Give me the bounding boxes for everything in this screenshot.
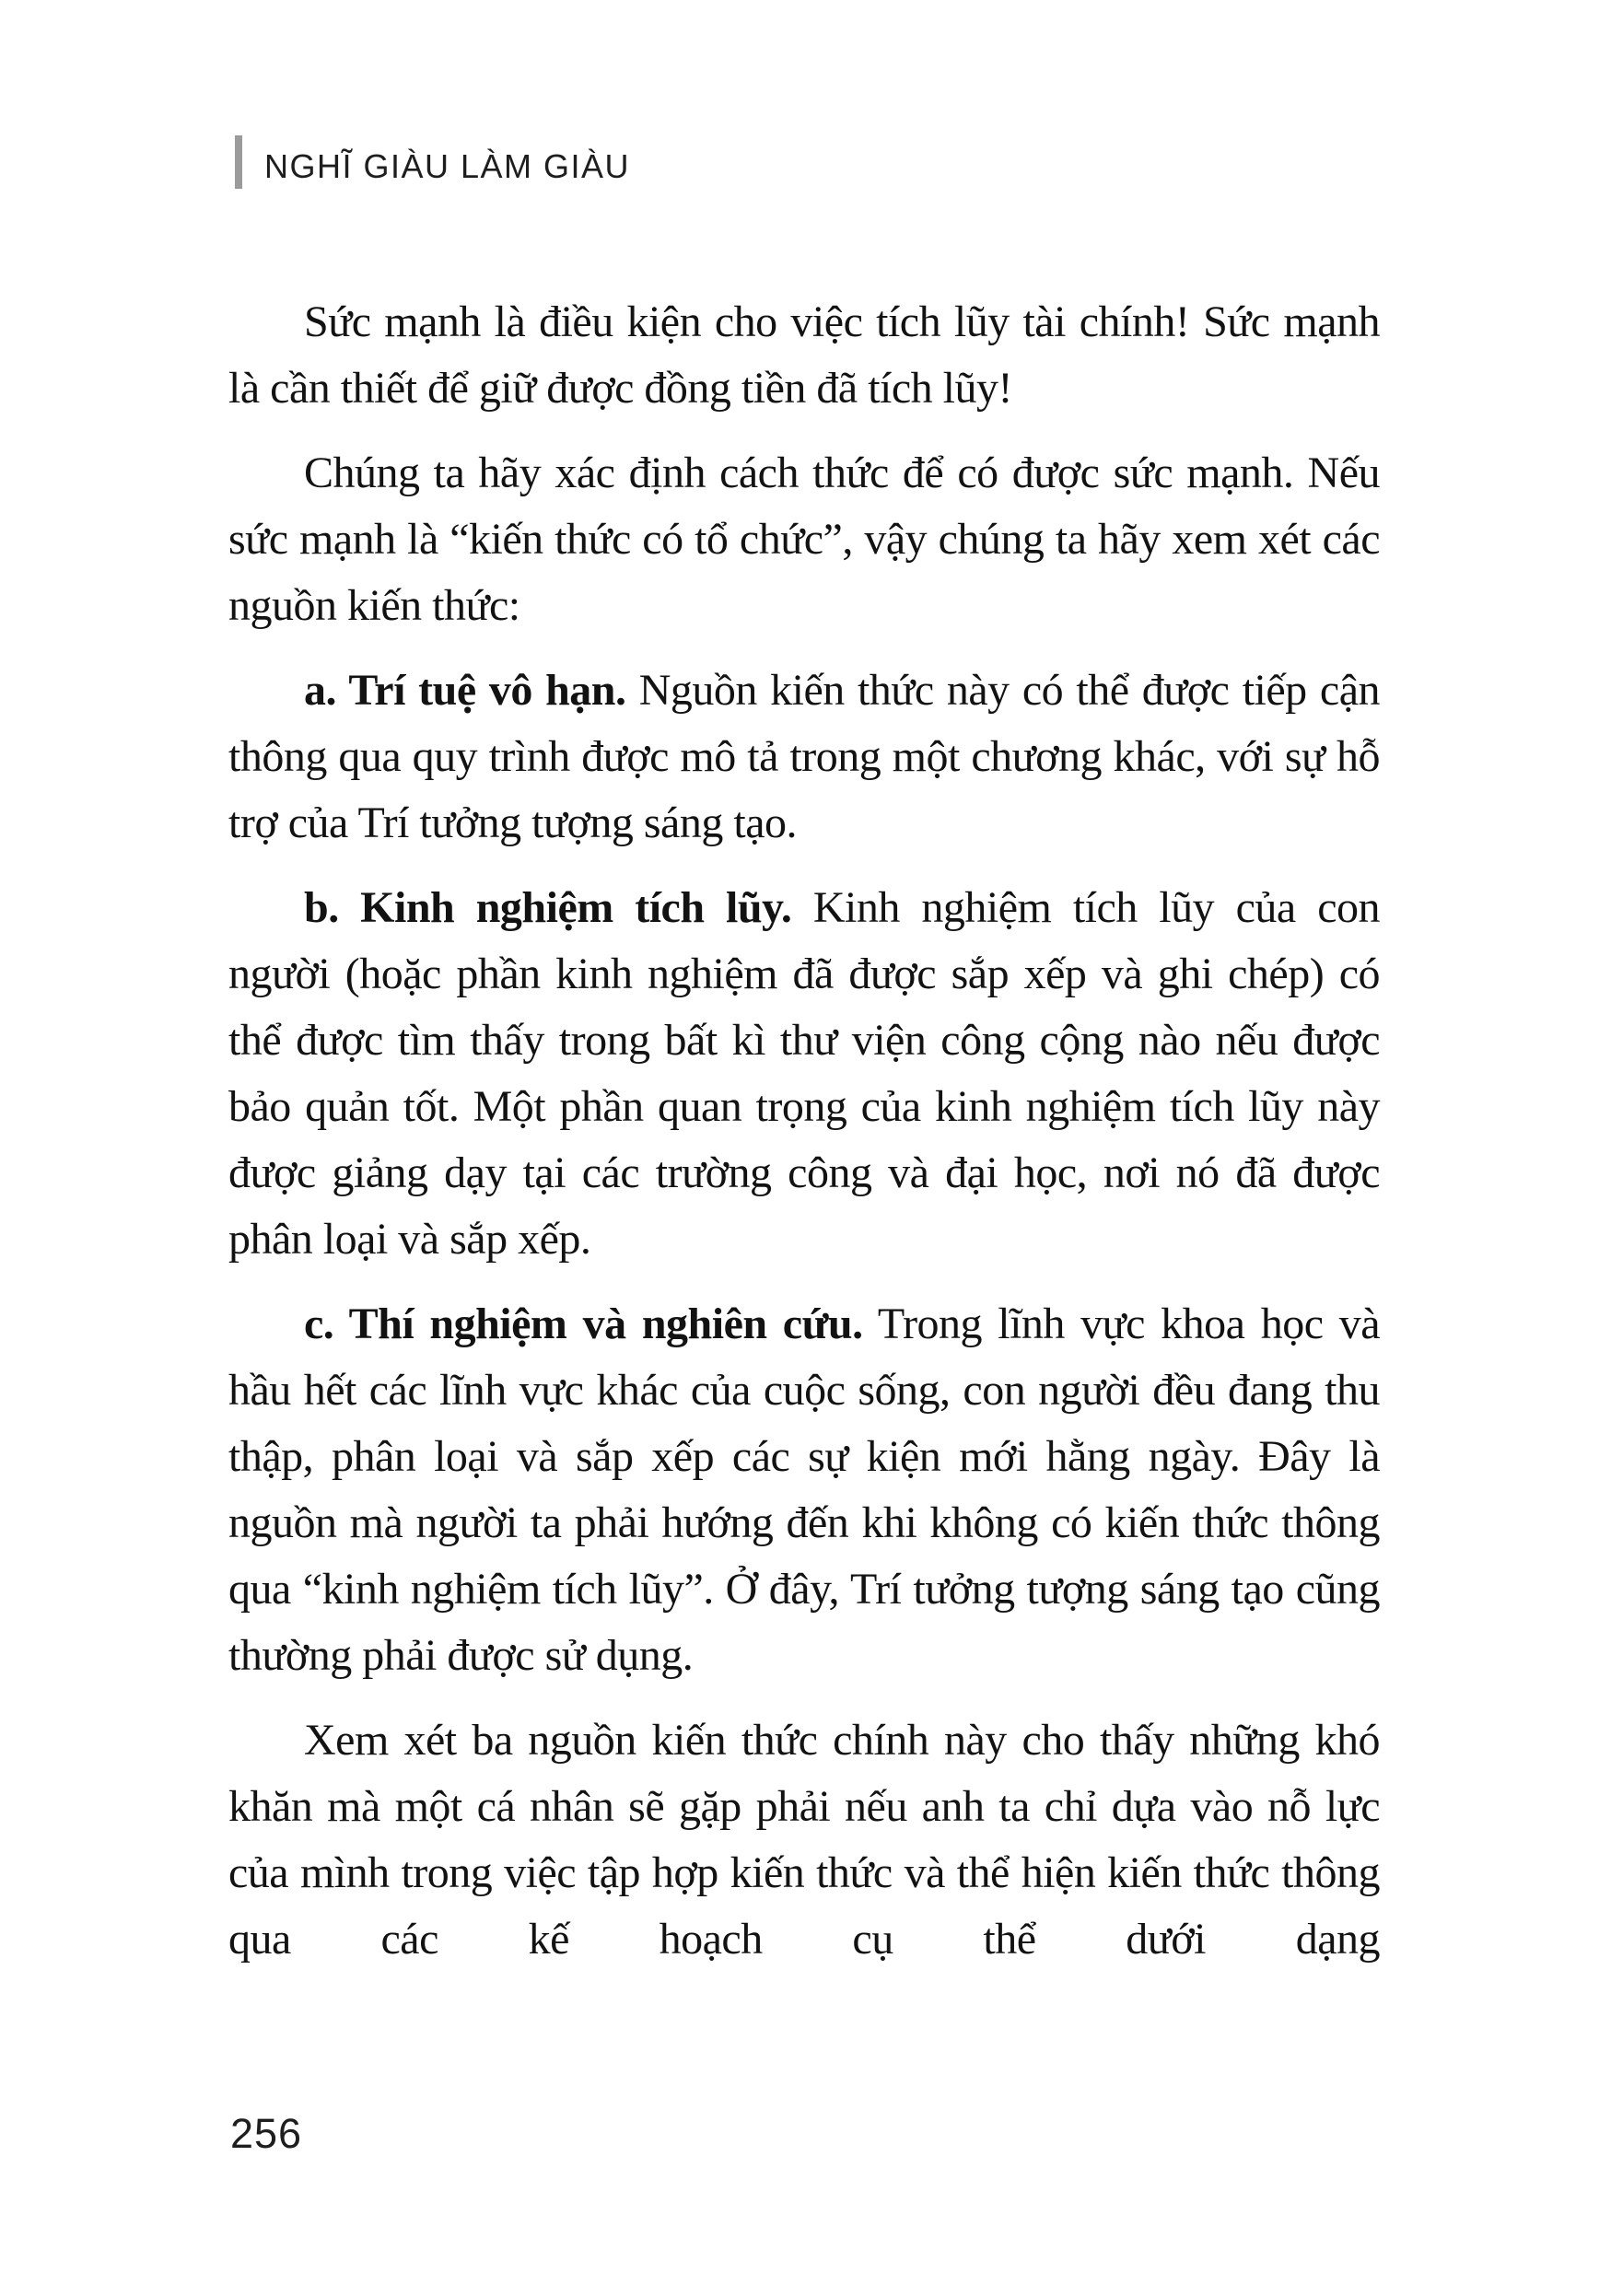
header-rule-bar	[235, 135, 242, 189]
book-title-running-head: NGHĨ GIÀU LÀM GIÀU	[264, 147, 631, 185]
paragraph-text: Trong lĩnh vực khoa học và hầu hết các lĩnh vực khác của cuộc sống, con người đều đang thu thập, phân loại và sắp xếp các sự kiện mới hằng ngày. Đây là nguồn mà người ta phải hướng đến khi không có kiến thức thông qua “kinh nghiệm tích lũy”. Ở đây, Trí tưởng tượng sáng tạo cũng thường phải được sử dụng.	[228, 1300, 1381, 1680]
paragraph-text: Sức mạnh là điều kiện cho việc tích lũy tài chính! Sức mạnh là cần thiết để giữ được đồng tiền đã tích lũy!	[228, 297, 1380, 413]
paragraph-text: Xem xét ba nguồn kiến thức chính này cho thấy những khó khăn mà một cá nhân sẽ gặp phải nếu anh ta chỉ dựa vào nỗ lực của mình trong việc tập hợp kiến thức và thể hiện kiến thức thông qua các kế hoạch cụ thể dưới dạng	[228, 1716, 1380, 1964]
paragraph	[228, 875, 1380, 1273]
paragraph-lead: a. Trí tuệ vô hạn.	[304, 666, 626, 715]
paragraph	[228, 658, 1380, 857]
paragraph-lead: b. Kinh nghiệm tích lũy.	[304, 883, 792, 932]
paragraph-lead: c. Thí nghiệm và nghiên cứu.	[304, 1300, 863, 1348]
paragraph	[228, 1291, 1380, 1689]
paragraph-text: Kinh nghiệm tích lũy của con người (hoặc phần kinh nghiệm đã được sắp xếp và ghi chép) có thể được tìm thấy trong bất kì thư viện công cộng nào nếu được bảo quản tốt. Một phần quan trọng của kinh nghiệm tích lũy này được giảng dạy tại các trường công và đại học, nơi nó đã được phân loại và sắp xếp.	[228, 883, 1380, 1264]
running-header	[235, 135, 630, 189]
paragraph	[228, 1707, 1380, 1973]
page-number: 256	[230, 2110, 303, 2157]
paragraph-text: Chúng ta hãy xác định cách thức để có được sức mạnh. Nếu sức mạnh là “kiến thức có tổ chức”, vậy chúng ta hãy xem xét các nguồn kiến thức:	[228, 449, 1380, 630]
paragraph	[228, 440, 1380, 639]
page-body	[228, 289, 1380, 1973]
paragraph-text: Nguồn kiến thức này có thể được tiếp cận thông qua quy trình được mô tả trong một chương khác, với sự hỗ trợ của Trí tưởng tượng sáng tạo.	[228, 666, 1381, 847]
paragraph	[228, 289, 1380, 422]
